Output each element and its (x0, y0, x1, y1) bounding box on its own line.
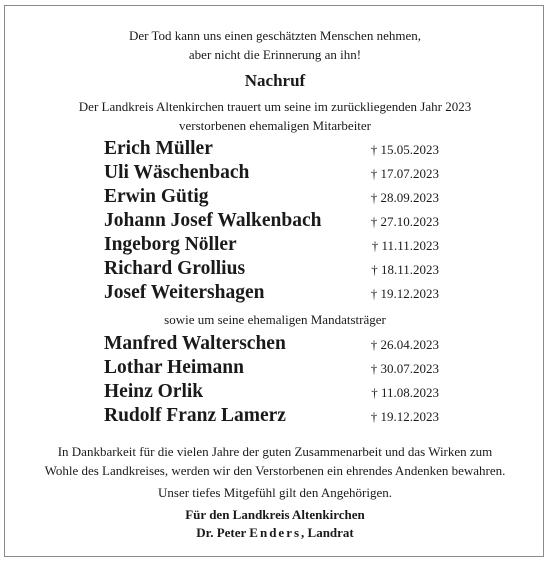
notice-heading: Nachruf (244, 71, 306, 90)
death-date: † 27.10.2023 (370, 214, 439, 229)
deceased-name: Ingeborg Nöller (104, 234, 237, 255)
death-date: † 11.11.2023 (371, 238, 439, 253)
death-date: † 15.05.2023 (370, 142, 439, 157)
gratitude-line-1: In Dankbarkeit für die vielen Jahre der guten Zusammenarbeit und das Wirken zum (57, 444, 493, 459)
intro-quote (0, 26, 550, 64)
death-date: † 28.09.2023 (370, 190, 439, 205)
list-item (104, 161, 439, 185)
list-item (104, 332, 439, 356)
signer-role: , Landrat (301, 525, 354, 540)
death-date: † 17.07.2023 (370, 166, 439, 181)
deceased-name: Josef Weitershagen (104, 282, 265, 303)
deceased-name: Rudolf Franz Lamerz (104, 405, 286, 426)
list-item (104, 404, 439, 428)
list-item (104, 137, 439, 161)
officials-list (104, 332, 439, 428)
intro-line-2: aber nicht die Erinnerung an ihn! (188, 47, 362, 62)
announcement-line-1: Der Landkreis Altenkirchen trauert um seine im zurückliegenden Jahr 2023 (78, 99, 472, 114)
list-item (104, 209, 439, 233)
signature-org: Für den Landkreis Altenkirchen (185, 507, 365, 522)
list-item (104, 380, 439, 404)
deceased-name: Lothar Heimann (104, 357, 244, 378)
announcement (0, 97, 550, 135)
announcement-line-2: verstorbenen ehemaligen Mitarbeiter (178, 118, 372, 133)
deceased-name: Erwin Gütig (104, 186, 209, 207)
death-date: † 26.04.2023 (370, 337, 439, 352)
death-date: † 19.12.2023 (370, 286, 439, 301)
list-item (104, 257, 439, 281)
employee-list (104, 137, 439, 305)
officials-separator: sowie um seine ehemaligen Mandatsträger (164, 312, 386, 327)
list-item (104, 356, 439, 380)
deceased-name: Johann Josef Walkenbach (104, 210, 322, 231)
gratitude-text (0, 442, 550, 480)
signer-surname: Enders (249, 525, 302, 540)
list-item (104, 185, 439, 209)
intro-line-1: Der Tod kann uns einen geschätzten Menschen nehmen, (129, 28, 421, 43)
death-date: † 18.11.2023 (371, 262, 439, 277)
deceased-name: Heinz Orlik (104, 381, 204, 402)
deceased-name: Manfred Walterschen (104, 333, 286, 354)
list-item (104, 281, 439, 305)
deceased-name: Richard Grollius (104, 258, 246, 279)
gratitude-line-2: Wohle des Landkreises, werden wir den Verstorbenen ein ehrendes Andenken bewahren. (44, 463, 506, 478)
death-date: † 19.12.2023 (370, 409, 439, 424)
signature-signer (0, 524, 550, 542)
list-item (104, 233, 439, 257)
death-date: † 30.07.2023 (370, 361, 439, 376)
deceased-name: Uli Wäschenbach (104, 162, 250, 183)
signer-title-first-name: Dr. Peter (196, 525, 247, 540)
condolence-text: Unser tiefes Mitgefühl gilt den Angehörigen. (158, 485, 392, 500)
death-date: † 11.08.2023 (371, 385, 439, 400)
deceased-name: Erich Müller (104, 138, 213, 159)
signature-block (0, 506, 550, 542)
